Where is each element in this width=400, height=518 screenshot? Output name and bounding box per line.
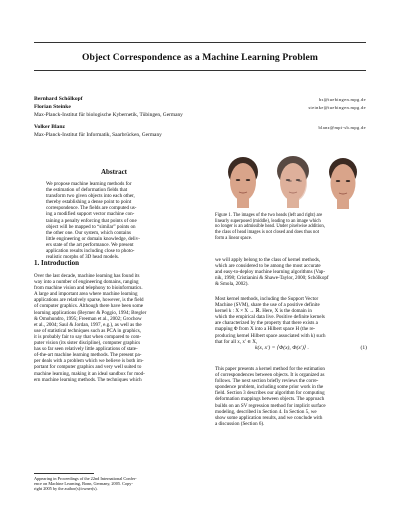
text-line: a discussion (Section 6). [215,420,265,427]
text-line: A large and important area where machine learning [34,291,138,298]
text-line: modeling, described in Section 4. In Section 5, we [215,408,317,415]
footnote [34,476,194,492]
text-line: deformation mappings between objects. The approach [215,396,325,403]
text-line: spondence problem, including some prior work in the [215,384,324,391]
text-line: correspondence. The fields are computed us- [46,205,137,212]
equation-number: (1) [360,345,367,351]
equation-body: k(x, x′) = ⟨Φ(x), Φ(x′)⟩ . [255,345,309,351]
right-column-paragraph [215,296,367,345]
text-line: and easy-to-deploy machine learning algorithms (Vap- [215,269,326,276]
abstract-text [46,181,183,260]
right-column-paragraph [215,366,367,427]
footnote-line: right 2005 by the author(s)/owner(s). [34,486,98,492]
text-line: per deals with a problem which we believe is both im- [34,358,144,365]
caption-line: linearly superposed (middle), leading to an image which [215,218,321,224]
text-line: kernel k : X × X → ℝ. Here, X is the domain in [215,308,312,315]
author-email[interactable]: blanz@mpi-sb.mpg.de [318,125,366,130]
caption-line: form a linear space. [215,235,252,241]
author-affiliation: Max-Planck-Institut für Informatik, Saarbrücken, Germany [34,132,162,138]
text-line: applications are relatively sparse, however, is the field [34,297,144,304]
title-bottom-rule [34,70,366,71]
author-name: Florian Steinke [34,104,71,110]
text-line: from machine vision and telephony to bioinformatics. [34,285,143,292]
author-email[interactable]: steinke@tuebingen.mpg.de [308,105,366,110]
text-line: field. Section 3 describes our algorithm for computing [215,390,325,397]
text-line: learning applications (Beymer & Poggio, 1994; Bregler [34,309,147,316]
text-line: follows. The next section briefly reviews the corre- [215,378,319,385]
author-name: Bernhard Schölkopf [34,96,83,102]
text-line: that for all x, x′ ∈ X, [215,338,258,345]
text-line: & Omohundro, 1995; Freeman et al., 2002; Grochow [34,315,142,322]
text-line: which the empirical data live. Positive definite kernels [215,314,325,321]
text-line: We propose machine learning methods for [46,181,132,187]
text-line: et al., 2004; Saul & Jordan, 1997, e.g.), as well as the [34,321,142,328]
text-line: we will apply belong to the class of kernel methods, [215,257,321,263]
text-line: Most kernel methods, including the Support Vector [215,296,319,302]
text-line: application results including close to photo- [46,248,135,255]
text-line: & Smola, 2002). [215,281,249,288]
text-line: realistic morphs of 3D head models. [46,254,120,261]
text-line: producing kernel Hilbert space associated with k) such [215,332,326,339]
text-line: Over the last decade, machine learning has found its [34,273,140,279]
text-line: taining a penalty enforcing that points of one [46,217,137,224]
text-line: transform two given objects into each other, [46,193,135,200]
text-line: are characterized by the property that there exists a [215,320,318,327]
footnote-line: Appearing in Proceedings of the 22nd International Confer- [34,476,137,481]
footnote-line: ence on Machine Learning, Bonn, Germany, 2005. Copy- [34,481,133,487]
figure-caption [215,213,367,242]
caption-line: the class of head images is not closed and does thus not [215,230,320,236]
caption-line: no longer is an admissible head. Under pixelwise addition, [215,224,325,230]
title-top-rule [34,42,366,43]
text-line: builds on an SV regression method for implicit surface [215,402,326,409]
text-line: show some application results, and we conclude with [215,414,323,421]
introduction-text [34,273,194,383]
footnote-rule [34,473,94,474]
text-line: little engineering or domain knowledge, deliv- [46,235,140,242]
text-line: machine learning, making it an ideal sandbox for mod- [34,370,145,377]
author-email[interactable]: bs@tuebingen.mpg.de [318,97,366,102]
text-line: of-the-art machine learning methods. The present pa- [34,352,142,359]
text-line: of correspondences between objects. It is organized as [215,372,325,379]
text-line: Machine (SVM), share the use of a positive definite [215,302,320,309]
text-line: of computer graphics. Although there have been some [34,303,144,310]
text-line: object will be mapped to “similar” points on [46,223,136,230]
text-line: the estimation of deformation fields that [46,187,128,194]
head-image-left [228,157,258,208]
right-column-paragraph [215,257,367,287]
author-name: Volker Blanz [34,124,65,130]
introduction-heading: 1. Introduction [34,259,79,267]
text-line: mapping Φ from X into a Hilbert space H (the re- [215,326,316,333]
text-line: This paper presents a kernel method for the estimation [215,366,325,372]
head-image-right [329,158,357,209]
text-line: use of statistical techniques such as PCA in graphics, [34,327,141,334]
figure-head-images [219,150,367,212]
text-line: puter vision (its sister discipline), computer graphics [34,340,141,347]
text-line: which are considered to be among the most accurate [215,263,321,270]
text-line: ern machine learning methods. The techniques which [34,376,142,383]
text-line: ing a modified support vector machine con- [46,211,135,218]
text-line: has so far seen relatively little applications of state- [34,346,138,353]
text-line: nik, 1998; Cristianini & Shawe-Taylor, 2000; Schölkopf [215,275,329,282]
caption-line: Figure 1. The images of the two heads (left and right) are [215,213,323,218]
text-line: ers state of the art performance. We present [46,241,134,248]
text-line: way into a number of engineering domains, ranging [34,279,139,286]
text-line: thereby establishing a dense point to point [46,199,132,206]
text-line: the other one. Our system, which contains [46,229,131,236]
paper-title: Object Correspondence as a Machine Learning Problem [81,52,319,63]
author-affiliation: Max-Planck-Institut für biologische Kybernetik, Tübingen, Germany [34,112,183,118]
abstract-heading: Abstract [100,168,128,176]
head-image-middle [277,156,309,208]
text-line: it is probably fair to say that when compared to com- [34,333,142,340]
text-line: portant for computer graphics and very well suited to [34,364,142,371]
